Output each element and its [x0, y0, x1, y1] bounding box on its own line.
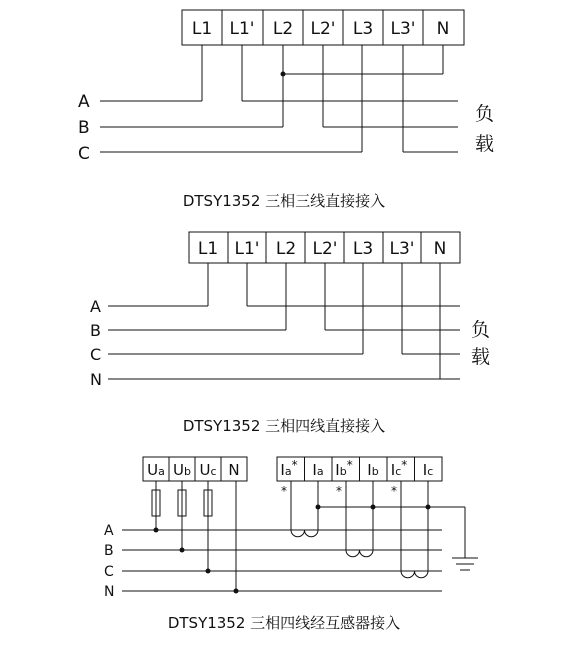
terminal-label: L1' [234, 239, 260, 259]
voltage-terminal-label: Uc [199, 461, 217, 479]
voltage-terminal-label: N [228, 461, 240, 479]
polarity-mark: * [281, 484, 287, 498]
caption-diagram-2: DTSY1352 三相四线直接接入 [182, 417, 386, 435]
terminal-label: L3 [352, 239, 374, 259]
phase-label: C [78, 144, 90, 164]
phase-label: A [78, 92, 90, 112]
current-terminal-label: Ib* [335, 458, 353, 479]
phase-label: C [104, 564, 114, 580]
terminal-label: N [433, 239, 447, 259]
current-terminal-label: Ic [422, 461, 434, 479]
voltage-terminal-label: Ub [173, 461, 191, 479]
terminal-label: L1' [229, 19, 255, 39]
current-terminal-label: Ic* [390, 458, 408, 479]
ct-b-coil [346, 550, 373, 557]
terminal-label: L1 [191, 19, 213, 39]
load-label: 载 [475, 133, 495, 155]
current-terminal-label: Ia [312, 461, 324, 479]
load-label: 负 [471, 319, 491, 341]
terminal-label: L2 [272, 19, 294, 39]
terminal-label: L2' [312, 239, 338, 259]
polarity-mark: * [336, 484, 342, 498]
terminal-label: N [436, 19, 450, 39]
ct-a-coil [291, 530, 318, 537]
load-label: 负 [475, 103, 495, 125]
voltage-terminal-label: Ua [147, 461, 165, 479]
bus-lines [122, 530, 442, 591]
wires-1 [100, 45, 458, 152]
phase-label: B [90, 321, 101, 340]
phase-label: C [90, 345, 102, 364]
terminal-label: L1 [197, 239, 219, 259]
terminal-label: L3 [352, 19, 374, 39]
terminal-label: L3' [390, 19, 416, 39]
voltage-leads [152, 481, 239, 594]
caption-diagram-3: DTSY1352 三相四线经互感器接入 [167, 614, 401, 632]
phase-label: N [104, 584, 115, 600]
terminal-label: L2' [310, 19, 336, 39]
polarity-mark: * [391, 484, 397, 498]
ct-c-coil [401, 571, 428, 578]
current-leads [291, 481, 465, 578]
ground-icon [452, 558, 478, 570]
phase-label: B [104, 543, 114, 559]
current-terminal-block [277, 457, 442, 481]
phase-label: A [90, 297, 101, 316]
current-terminal-label: Ia* [280, 458, 298, 479]
phase-label: B [78, 118, 90, 138]
terminal-label: L2 [275, 239, 297, 259]
terminal-label: L3' [389, 239, 415, 259]
load-label: 载 [471, 346, 491, 368]
wires-2 [108, 263, 460, 379]
phase-label: A [104, 523, 114, 539]
phase-label: N [90, 370, 102, 389]
caption-diagram-1: DTSY1352 三相三线直接接入 [182, 192, 386, 210]
current-terminal-label: Ib [367, 461, 379, 479]
